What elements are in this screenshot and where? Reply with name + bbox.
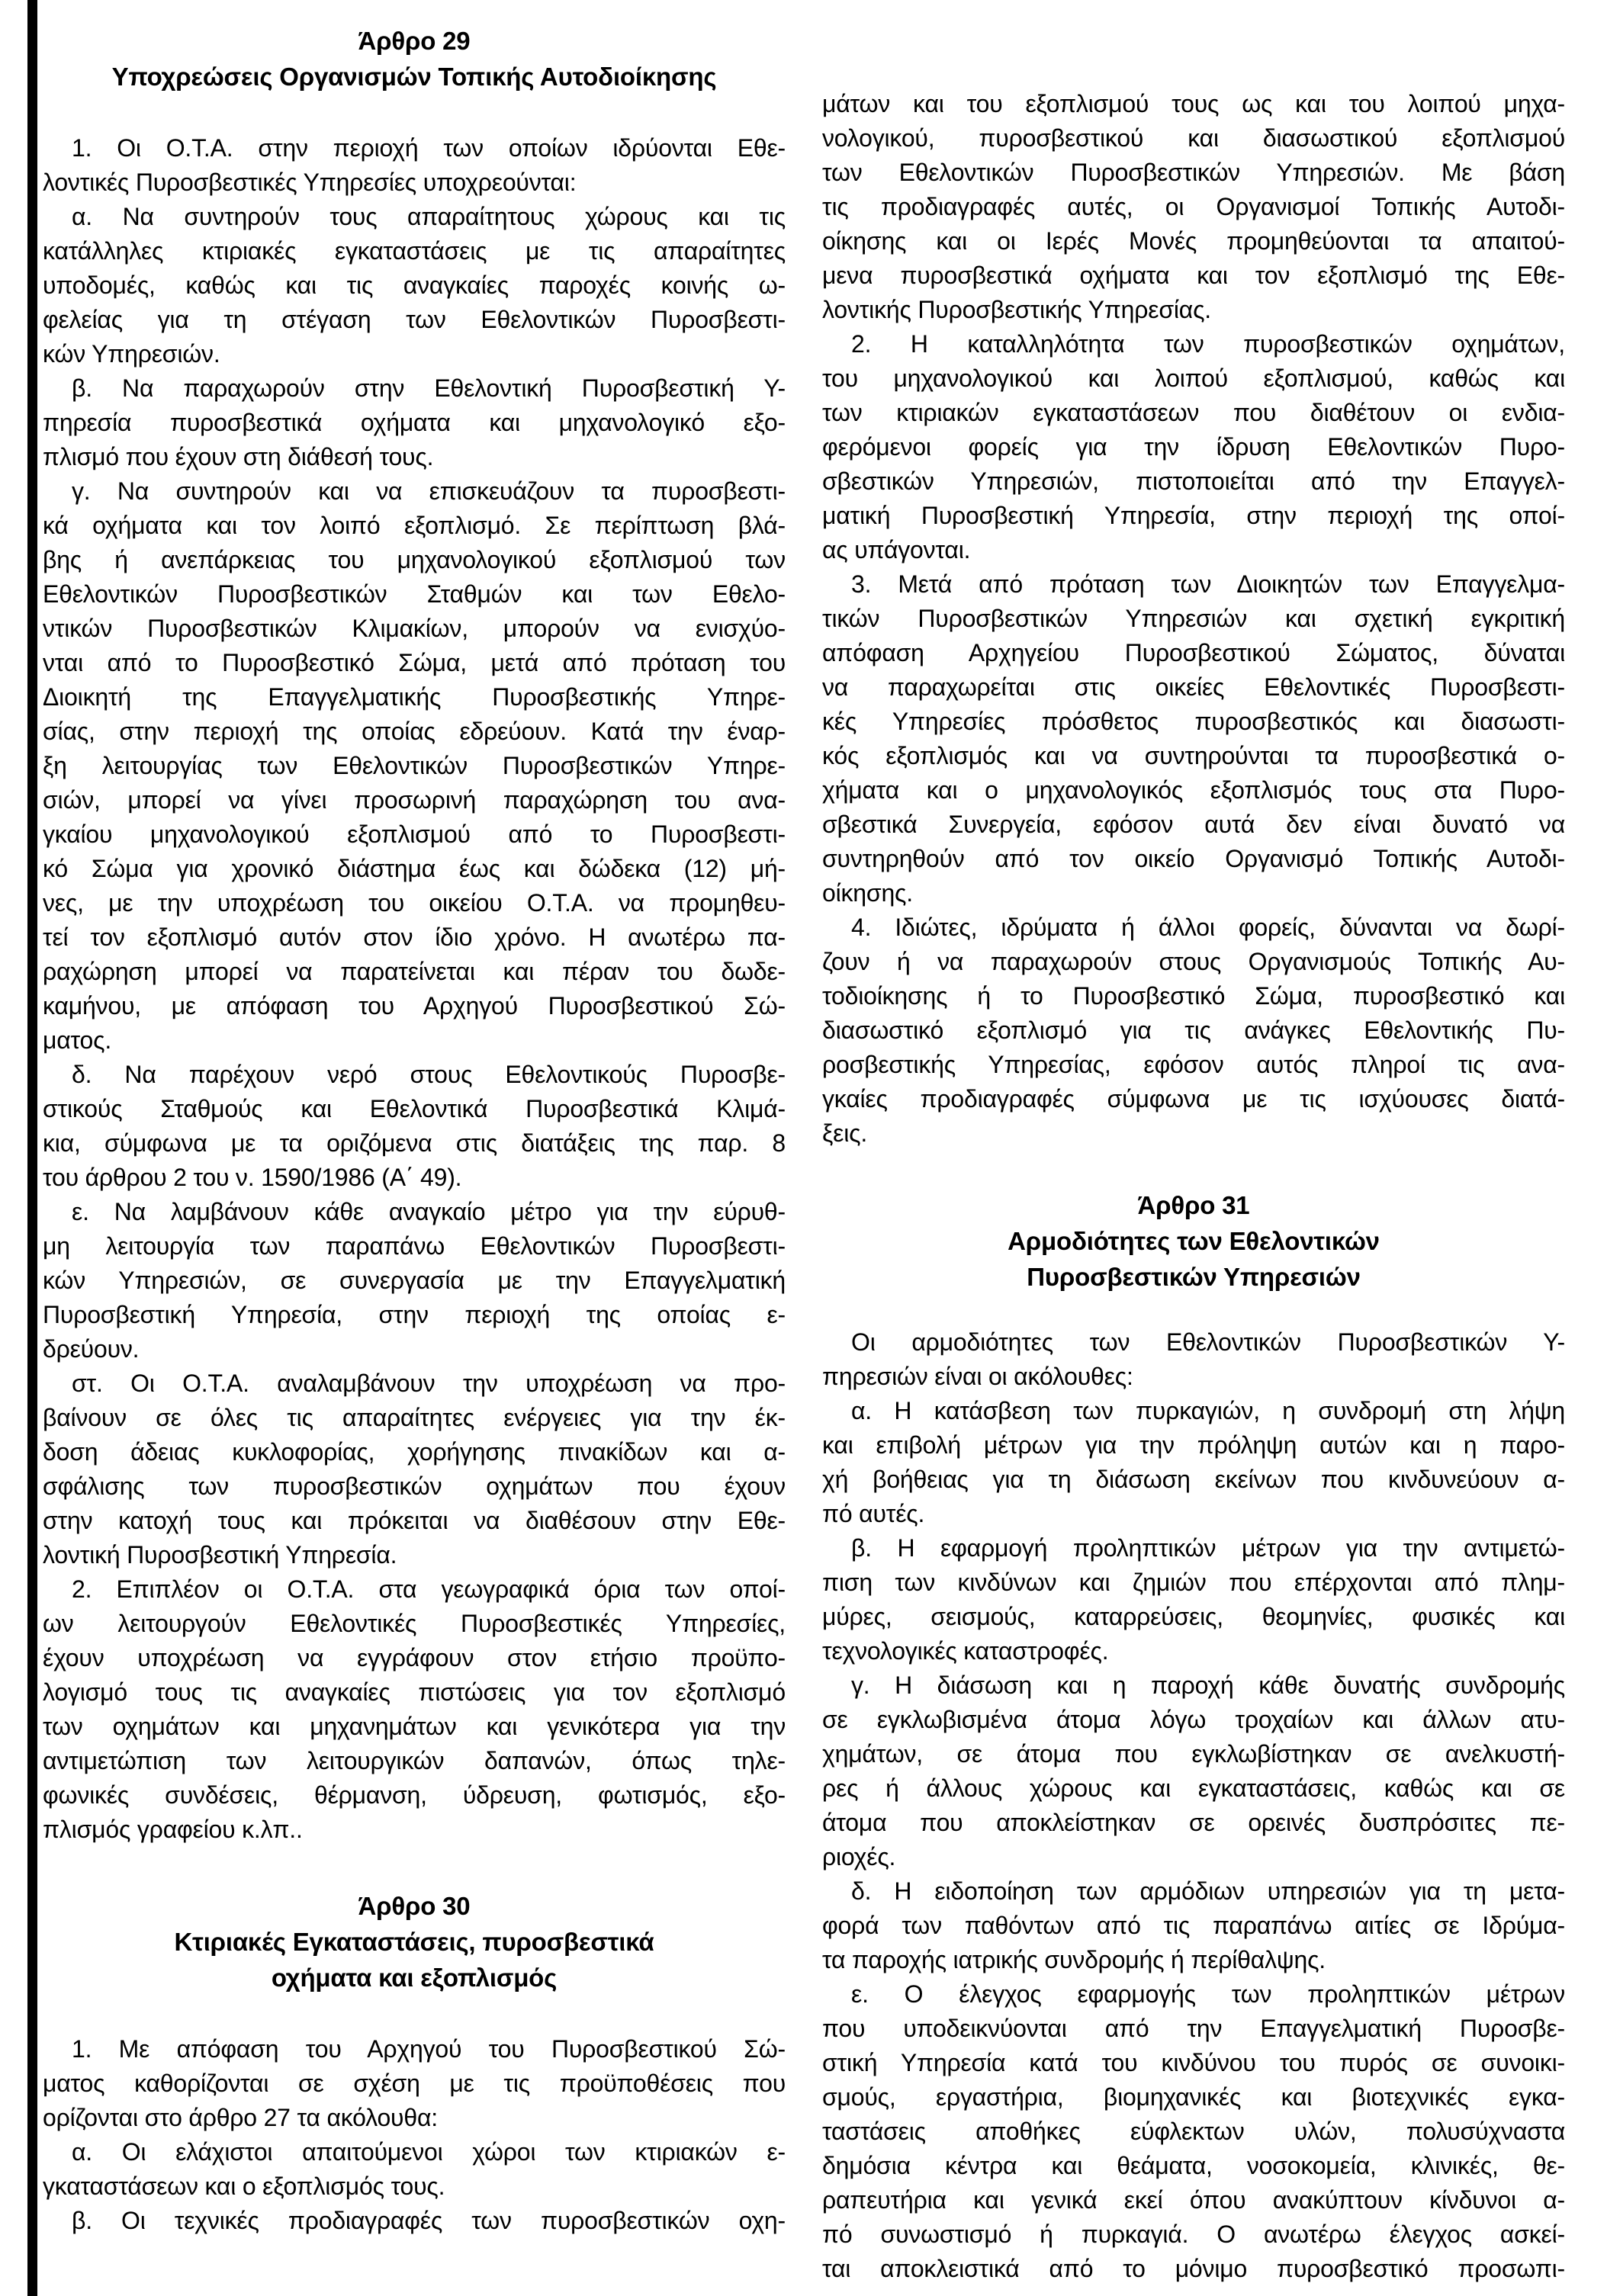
text-line: έχουν υποχρέωση να εγγράφουν στον ετήσιο προϋπο-: [43, 1644, 786, 1671]
paragraph: [43, 2135, 786, 2204]
text-line: και επιβολή μέτρων για την πρόληψη αυτών και η παρο-: [822, 1431, 1565, 1459]
text-line: ντικών Πυροσβεστικών Κλιμακίων, μπορούν να ενισχύο-: [43, 615, 786, 642]
text-line: φορά των παθόντων από τις παραπάνω αιτίες σε Ιδρύμα-: [822, 1912, 1565, 1939]
text-line: βης ή ανεπάρκειας του μηχανολογικού εξοπλισμού των: [43, 546, 786, 573]
text-line: πό αυτές.: [822, 1500, 925, 1527]
text-line: των οχημάτων και μηχανημάτων και γενικότερα για την: [43, 1713, 786, 1740]
text-line: φωνικές συνδέσεις, θέρμανση, ύδρευση, φωτισμός, εξο-: [43, 1781, 786, 1809]
text-line: κια, σύμφωνα με τα οριζόμενα στις διατάξεις της παρ. 8: [43, 1129, 786, 1157]
text-line: ριοχές.: [822, 1843, 896, 1871]
text-line: λοντικές Πυροσβεστικές Υπηρεσίες υποχρεούνται:: [43, 169, 577, 196]
heading-line: Άρθρο 29: [358, 27, 471, 55]
text-line: πιση των κινδύνων και ζημιών που επέρχονται από πλημ-: [822, 1569, 1565, 1596]
heading-line: Άρθρο 31: [1137, 1191, 1250, 1219]
text-line: σβεστικά Συνεργεία, εφόσον αυτά δεν είναι δυνατό να: [822, 811, 1565, 838]
text-line: β. Οι τεχνικές προδιαγραφές των πυροσβεστικών οχη-: [72, 2207, 786, 2234]
text-line: των κτιριακών εγκαταστάσεων που διαθέτουν οι ενδια-: [822, 399, 1565, 426]
text-line: ροσβεστικής Υπηρεσίας, εφόσον αυτός πληροί τις ανα-: [822, 1051, 1565, 1078]
text-line: που υποδεικνύονται από την Επαγγελματική Πυροσβε-: [822, 2015, 1565, 2042]
text-line: νες, με την υποχρέωση του οικείου Ο.Τ.Α. να προμηθευ-: [43, 889, 786, 917]
text-line: συντηρηθούν από τον οικείο Οργανισμό Τοπικής Αυτοδι-: [822, 845, 1565, 872]
text-line: χήματα και ο μηχανολογικός εξοπλισμός τους στα Πυρο-: [822, 776, 1565, 804]
paragraph: [822, 1531, 1565, 1668]
text-line: β. Η εφαρμογή προληπτικών μέτρων για την αντιμετώ-: [851, 1534, 1565, 1562]
text-line: σιών, μπορεί να γίνει προσωρινή παραχώρηση του ανα-: [43, 786, 786, 814]
text-line: φερόμενοι φορείς για την ίδρυση Εθελοντικών Πυρο-: [822, 433, 1565, 461]
text-line: ε. Ο έλεγχος εφαρμογής των προληπτικών μέτρων: [851, 1980, 1565, 2008]
text-line: να παραχωρείται στις οικείες Εθελοντικές Πυροσβεστι-: [822, 673, 1565, 701]
text-line: οίκησης.: [822, 879, 913, 907]
text-line: ζουν ή να παραχωρούν στους Οργανισμούς Τοπικής Αυ-: [822, 948, 1565, 975]
text-line: τεχνολογικές καταστροφές.: [822, 1637, 1109, 1665]
text-line: σίας, στην περιοχή της οποίας εδρεύουν. Κατά την έναρ-: [43, 718, 786, 745]
text-line: κών Υπηρεσιών, σε συνεργασία με την Επαγγελματική: [43, 1267, 786, 1294]
text-line: μύρες, σεισμούς, καταρρεύσεις, θεομηνίες, φυσικές και: [822, 1603, 1565, 1630]
text-line: ραπευτήρια και γενικά εκεί όπου ανακύπτουν κίνδυνοι α-: [822, 2186, 1565, 2214]
text-line: κών Υπηρεσιών.: [43, 340, 220, 368]
text-line: ταστάσεις αποθήκες εύφλεκτων υλών, πολυσύχναστα: [822, 2118, 1565, 2145]
text-line: δ. Η ειδοποίηση των αρμόδιων υπηρεσιών για τη μετα-: [851, 1877, 1565, 1905]
text-line: οίκησης και οι Ιερές Μονές προμηθεύονται τα απαιτού-: [822, 227, 1565, 255]
text-line: Οι αρμοδιότητες των Εθελοντικών Πυροσβεστικών Υ-: [851, 1328, 1565, 1356]
text-line: φελείας για τη στέγαση των Εθελοντικών Πυροσβεστι-: [43, 306, 786, 333]
paragraph: [822, 1394, 1565, 1531]
text-line: σφάλισης των πυροσβεστικών οχημάτων που έχουν: [43, 1472, 786, 1500]
text-line: 1. Με απόφαση του Αρχηγού του Πυροσβεστικού Σώ-: [72, 2035, 786, 2063]
text-line: στην κατοχή τους και πρόκειται να διαθέσουν στην Εθε-: [43, 1507, 786, 1534]
text-line: χή βοήθειας για τη διάσωση εκείνων που κινδυνεύουν α-: [822, 1466, 1565, 1493]
text-line: μάτων και του εξοπλισμού τους ως και του λοιπού μηχα-: [822, 90, 1565, 117]
article-heading: [43, 1888, 786, 1996]
paragraph: [43, 1572, 786, 1847]
text-line: του μηχανολογικού και λοιπού εξοπλισμού, καθώς και: [822, 364, 1565, 392]
text-line: πλισμός γραφείου κ.λπ..: [43, 1816, 303, 1843]
text-line: 4. Ιδιώτες, ιδρύματα ή άλλοι φορείς, δύνανται να δωρί-: [851, 914, 1565, 941]
paragraph: [822, 327, 1565, 567]
text-line: α. Η κατάσβεση των πυρκαγιών, η συνδρομή στη λήψη: [851, 1397, 1565, 1424]
paragraph: [43, 371, 786, 474]
text-line: των Εθελοντικών Πυροσβεστικών Υπηρεσιών. Με βάση: [822, 159, 1565, 186]
paragraph: [43, 2032, 786, 2135]
heading-line: Πυροσβεστικών Υπηρεσιών: [1027, 1263, 1361, 1291]
text-line: κό Σώμα για χρονικό διάστημα έως και δώδεκα (12) μή-: [43, 855, 786, 882]
text-line: γκαίου μηχανολογικού εξοπλισμού από το Πυροσβεστι-: [43, 820, 786, 848]
text-line: Διοικητή της Επαγγελματικής Πυροσβεστικής Υπηρε-: [43, 683, 786, 711]
text-line: ας υπάγονται.: [822, 536, 971, 564]
article-heading: [43, 23, 786, 95]
text-line: 1. Οι Ο.Τ.Α. στην περιοχή των οποίων ιδρύονται Εθε-: [72, 134, 786, 162]
text-line: 3. Μετά από πρόταση των Διοικητών των Επαγγελμα-: [851, 570, 1565, 598]
paragraph: [43, 474, 786, 1058]
text-line: μη λειτουργία των παραπάνω Εθελοντικών Πυροσβεστι-: [43, 1232, 786, 1260]
text-line: Πυροσβεστική Υπηρεσία, στην περιοχή της οποίας ε-: [43, 1301, 786, 1328]
text-line: λοντική Πυροσβεστική Υπηρεσία.: [43, 1541, 397, 1569]
paragraph: [43, 131, 786, 200]
paragraph: [822, 910, 1565, 1151]
text-line: νται από το Πυροσβεστικό Σώμα, μετά από πρόταση του: [43, 649, 786, 676]
text-line: Εθελοντικών Πυροσβεστικών Σταθμών και των Εθελο-: [43, 580, 786, 608]
paragraph: [822, 567, 1565, 910]
text-line: κές Υπηρεσίες πρόσθετος πυροσβεστικός και διασωστι-: [822, 708, 1565, 735]
text-line: 2. Η καταλληλότητα των πυροσβεστικών οχημάτων,: [851, 330, 1565, 358]
text-line: β. Να παραχωρούν στην Εθελοντική Πυροσβεστική Υ-: [72, 374, 786, 402]
text-line: τις προδιαγραφές αυτές, οι Οργανισμοί Τοπικής Αυτοδι-: [822, 193, 1565, 220]
text-line: ται αποκλειστικά από το μόνιμο πυροσβεστικό προσωπι-: [822, 2255, 1565, 2282]
paragraph: [822, 1874, 1565, 1977]
text-line: α. Οι ελάχιστοι απαιτούμενοι χώροι των κτιριακών ε-: [72, 2138, 786, 2166]
text-line: δημόσια κέντρα και θεάματα, νοσοκομεία, κλινικές, θε-: [822, 2152, 1565, 2179]
text-line: γ. Να συντηρούν και να επισκευάζουν τα πυροσβεστι-: [72, 477, 786, 505]
text-line: τεί τον εξοπλισμό αυτόν στον ίδιο χρόνο. Η ανωτέρω πα-: [43, 923, 786, 951]
text-line: ματος καθορίζονται σε σχέση με τις προϋποθέσεις που: [43, 2070, 786, 2097]
text-line: ρες ή άλλους χώρους και εγκαταστάσεις, καθώς και σε: [822, 1774, 1565, 1802]
text-line: ξη λειτουργίας των Εθελοντικών Πυροσβεστικών Υπηρε-: [43, 752, 786, 779]
text-line: υποδομές, καθώς και τις αναγκαίες παροχές κοινής ω-: [43, 271, 786, 299]
text-line: ραχώρηση μπορεί να παρατείνεται και πέραν του δωδε-: [43, 958, 786, 985]
paragraph: [43, 2204, 786, 2238]
text-line: αντιμετώπιση των λειτουργικών δαπανών, όπως τηλε-: [43, 1747, 786, 1774]
paragraph: [822, 1325, 1565, 1394]
heading-line: Υποχρεώσεις Οργανισμών Τοπικής Αυτοδιοίκησης: [111, 63, 717, 91]
text-line: του άρθρου 2 του ν. 1590/1986 (Α΄ 49).: [43, 1164, 462, 1191]
text-line: γκαταστάσεων και ο εξοπλισμός τους.: [43, 2172, 445, 2200]
text-line: άτομα που αποκλείστηκαν σε ορεινές δυσπρόσιτες πε-: [822, 1809, 1565, 1836]
paragraph: [43, 200, 786, 371]
text-line: δ. Να παρέχουν νερό στους Εθελοντικούς Πυροσβε-: [72, 1061, 786, 1088]
paragraph: [43, 1366, 786, 1572]
article-heading: [822, 1187, 1565, 1295]
text-line: ξεις.: [822, 1119, 868, 1147]
text-line: λογισμό τους τις αναγκαίες πιστώσεις για τον εξοπλισμό: [43, 1678, 786, 1706]
text-line: στ. Οι Ο.Τ.Α. αναλαμβάνουν την υποχρέωση να προ-: [72, 1370, 786, 1397]
text-line: 2. Επιπλέον οι Ο.Τ.Α. στα γεωγραφικά όρια των οποί-: [72, 1575, 786, 1603]
text-line: κός εξοπλισμός και να συντηρούνται τα πυροσβεστικά ο-: [822, 742, 1565, 769]
text-line: δρεύουν.: [43, 1335, 140, 1363]
text-line: τα παροχής ιατρικής συνδρομής ή περίθαλψης.: [822, 1946, 1326, 1973]
text-line: χημάτων, σε άτομα που εγκλωβίστηκαν σε ανελκυστή-: [822, 1740, 1565, 1768]
heading-line: Αρμοδιότητες των Εθελοντικών: [1008, 1227, 1380, 1255]
text-line: βαίνουν σε όλες τις απαραίτητες ενέργειες για την έκ-: [43, 1404, 786, 1431]
scan-edge-artifact: [27, 0, 37, 2296]
paragraph: [822, 1977, 1565, 2286]
text-line: πηρεσία πυροσβεστικά οχήματα και μηχανολογικό εξο-: [43, 409, 786, 436]
text-line: τικών Πυροσβεστικών Υπηρεσιών και σχετική εγκριτική: [822, 605, 1565, 632]
text-line: κατάλληλες κτιριακές εγκαταστάσεις με τις απαραίτητες: [43, 237, 786, 265]
text-line: γ. Η διάσωση και η παροχή κάθε δυνατής συνδρομής: [851, 1671, 1565, 1699]
text-line: σε εγκλωβισμένα άτομα λόγω τροχαίων και άλλων ατυ-: [822, 1706, 1565, 1733]
text-line: πηρεσιών είναι οι ακόλουθες:: [822, 1363, 1133, 1390]
text-line: στική Υπηρεσία κατά του κινδύνου του πυρός σε συνοικι-: [822, 2049, 1565, 2076]
column-left: [43, 20, 786, 2286]
text-line: μενα πυροσβεστικά οχήματα και τον εξοπλισμό της Εθε-: [822, 262, 1565, 289]
text-line: δοση άδειας κυκλοφορίας, χορήγησης πινακίδων και α-: [43, 1438, 786, 1466]
paragraph: [43, 1195, 786, 1366]
text-line: απόφαση Αρχηγείου Πυροσβεστικού Σώματος, δύναται: [822, 639, 1565, 666]
heading-line: οχήματα και εξοπλισμός: [271, 1964, 558, 1992]
text-line: ε. Να λαμβάνουν κάθε αναγκαίο μέτρο για την εύρυθ-: [72, 1198, 786, 1225]
text-line: πό συνωστισμό ή πυρκαγιά. Ο ανωτέρω έλεγχος ασκεί-: [822, 2221, 1565, 2248]
paragraph: [43, 1058, 786, 1195]
paragraph: [822, 87, 1565, 327]
text-line: σμούς, εργαστήρια, βιομηχανικές και βιοτεχνικές εγκα-: [822, 2083, 1565, 2111]
heading-line: Κτιριακές Εγκαταστάσεις, πυροσβεστικά: [174, 1928, 654, 1956]
text-line: γκαίες προδιαγραφές σύμφωνα με τις ισχύουσες διατά-: [822, 1085, 1565, 1113]
text-line: ματική Πυροσβεστική Υπηρεσία, στην περιοχή της οποί-: [822, 502, 1565, 529]
text-line: κά οχήματα και τον λοιπό εξοπλισμό. Σε περίπτωση βλά-: [43, 512, 786, 539]
text-line: διασωστικό εξοπλισμό για τις ανάγκες Εθελοντικής Πυ-: [822, 1016, 1565, 1044]
text-line: α. Να συντηρούν τους απαραίτητους χώρους και τις: [72, 203, 786, 230]
text-line: τοδιοίκησης ή το Πυροσβεστικό Σώμα, πυροσβεστικό και: [822, 982, 1565, 1010]
text-line: ων λειτουργούν Εθελοντικές Πυροσβεστικές Υπηρεσίες,: [43, 1610, 786, 1637]
text-line: ματος.: [43, 1026, 112, 1054]
text-line: νολογικού, πυροσβεστικού και διασωστικού εξοπλισμού: [822, 124, 1565, 152]
heading-line: Άρθρο 30: [358, 1892, 471, 1920]
text-line: σβεστικών Υπηρεσιών, πιστοποιείται από την Επαγγελ-: [822, 467, 1565, 495]
text-line: λοντικής Πυροσβεστικής Υπηρεσίας.: [822, 296, 1211, 323]
text-line: καμήνου, με απόφαση του Αρχηγού Πυροσβεστικού Σώ-: [43, 992, 786, 1020]
text-line: ορίζονται στο άρθρο 27 τα ακόλουθα:: [43, 2104, 438, 2131]
paragraph: [822, 1668, 1565, 1874]
column-right: [822, 20, 1565, 2286]
text-line: πλισμό που έχουν στη διάθεσή τους.: [43, 443, 434, 470]
text-line: στικούς Σταθμούς και Εθελοντικά Πυροσβεστικά Κλιμά-: [43, 1095, 786, 1122]
